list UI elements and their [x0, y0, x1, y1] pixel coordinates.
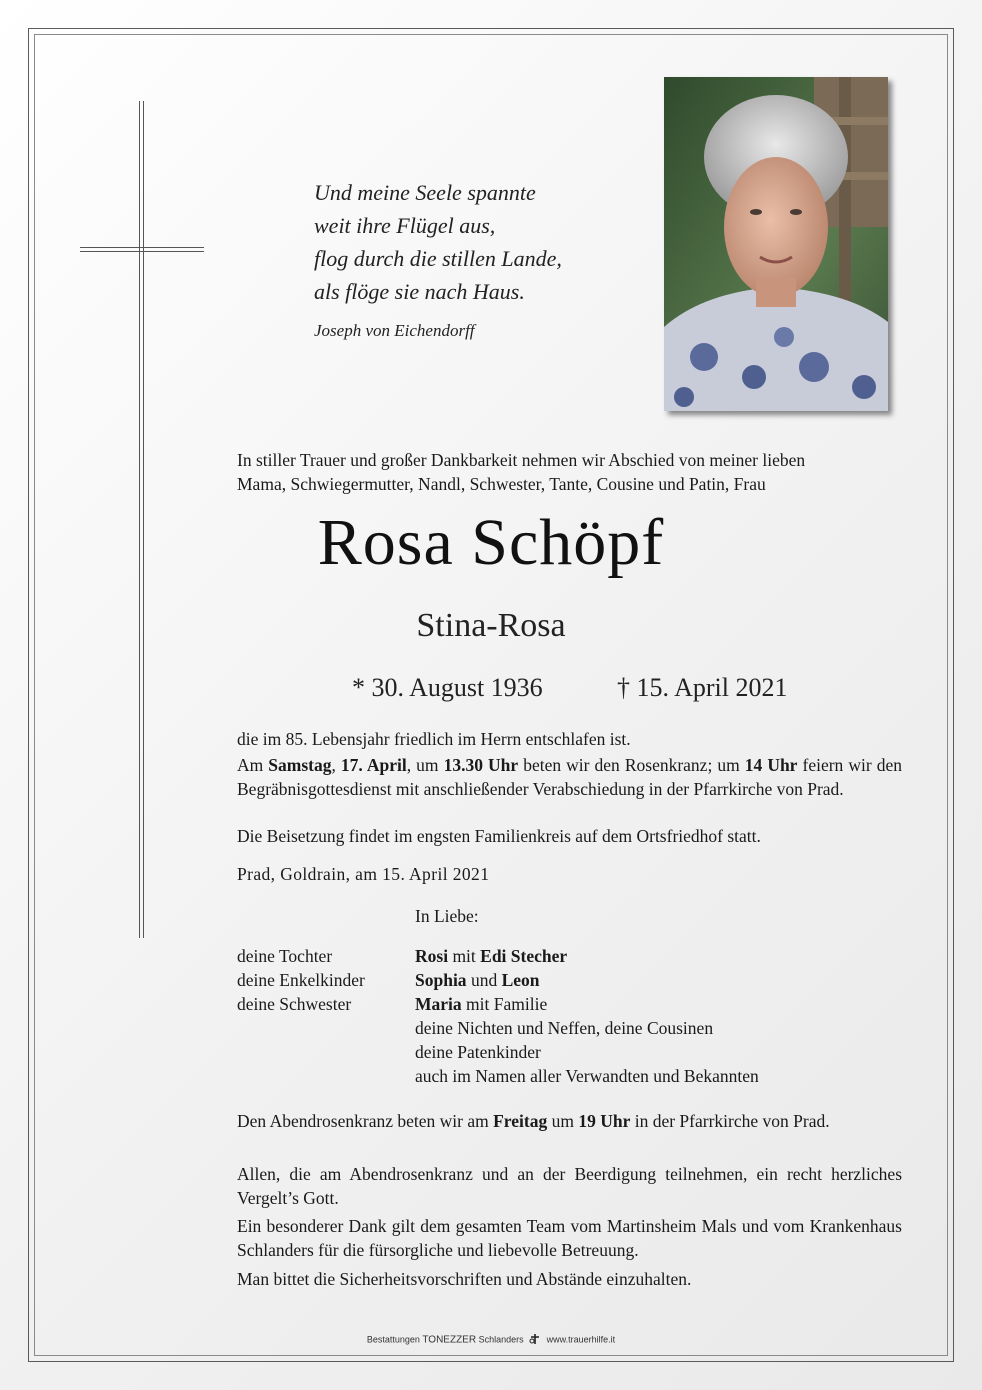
poem-line: als flöge sie nach Haus. — [314, 279, 525, 304]
relative-labels — [237, 944, 365, 1016]
relative-name: Maria mit Familie — [415, 994, 548, 1014]
intro-line: Mama, Schwiegermutter, Nandl, Schwester, Tante, Cousine und Patin, Frau — [237, 474, 766, 494]
deceased-name: Rosa Schöpf — [317, 506, 665, 579]
footer-url[interactable]: www.trauerhilfe.it — [546, 1334, 616, 1345]
relative-extra: deine Patenkinder — [415, 1042, 541, 1062]
relative-label: deine Enkelkinder — [237, 970, 365, 990]
birth-date: * 30. August 1936 — [352, 673, 543, 702]
footer: Bestattungen TONEZZER Schlanders www.trauerhilfe.it — [366, 1334, 616, 1346]
nickname: Stina-Rosa — [416, 607, 566, 644]
care-thanks-text: Ein besonderer Dank gilt dem gesamten Team vom Martinsheim Mals und vom Krankenhaus Schlanders für die fürsorgliche und liebevolle Betreuung. — [237, 1216, 902, 1260]
intro-line: In stiller Trauer und großer Dankbarkeit nehmen wir Abschied von meiner lieben — [237, 450, 806, 470]
relative-label: deine Tochter — [237, 946, 333, 966]
burial-text: Die Beisetzung findet im engsten Familienkreis auf dem Ortsfriedhof statt. — [237, 826, 761, 846]
safety-text: Man bittet die Sicherheitsvorschriften und Abstände einzuhalten. — [237, 1269, 692, 1289]
relative-name: Sophia und Leon — [415, 970, 540, 990]
rosary-text: Den Abendrosenkranz beten wir am Freitag um 19 Uhr in der Pfarrkirche von Prad. — [237, 1111, 830, 1131]
relative-label: deine Schwester — [237, 994, 352, 1014]
poem-line: flog durch die stillen Lande, — [314, 246, 562, 271]
death-date: † 15. April 2021 — [617, 673, 788, 702]
in-liebe: In Liebe: — [415, 906, 479, 926]
funeral-text: Am Samstag, 17. April, um 13.30 Uhr beten wir den Rosenkranz; um 14 Uhr feiern wir den Begräbnisgottesdienst mit anschließender Verabschiedung in der Pfarrkirche von Prad. — [237, 755, 902, 799]
life-dates — [352, 673, 788, 703]
place-date: Prad, Goldrain, am 15. April 2021 — [237, 864, 490, 884]
poem-line: Und meine Seele spannte — [314, 180, 536, 205]
portrait-photo — [664, 77, 888, 411]
thanks-text: Allen, die am Abendrosenkranz und an der Beerdigung teilnehmen, ein recht herzliches Vergelt’s Gott. — [237, 1164, 902, 1208]
poem-author: Joseph von Eichendorff — [314, 321, 475, 340]
age-text: die im 85. Lebensjahr friedlich im Herrn entschlafen ist. — [237, 729, 631, 749]
trauerhilfe-logo-icon — [528, 1333, 542, 1347]
relative-extra: deine Nichten und Neffen, deine Cousinen — [415, 1018, 714, 1038]
poem — [314, 176, 562, 308]
relative-names — [415, 944, 759, 1088]
relative-extra: auch im Namen aller Verwandten und Bekannten — [415, 1066, 759, 1086]
intro-text — [237, 448, 907, 496]
relative-name: Rosi mit Edi Stecher — [415, 946, 568, 966]
poem-line: weit ihre Flügel aus, — [314, 213, 496, 238]
